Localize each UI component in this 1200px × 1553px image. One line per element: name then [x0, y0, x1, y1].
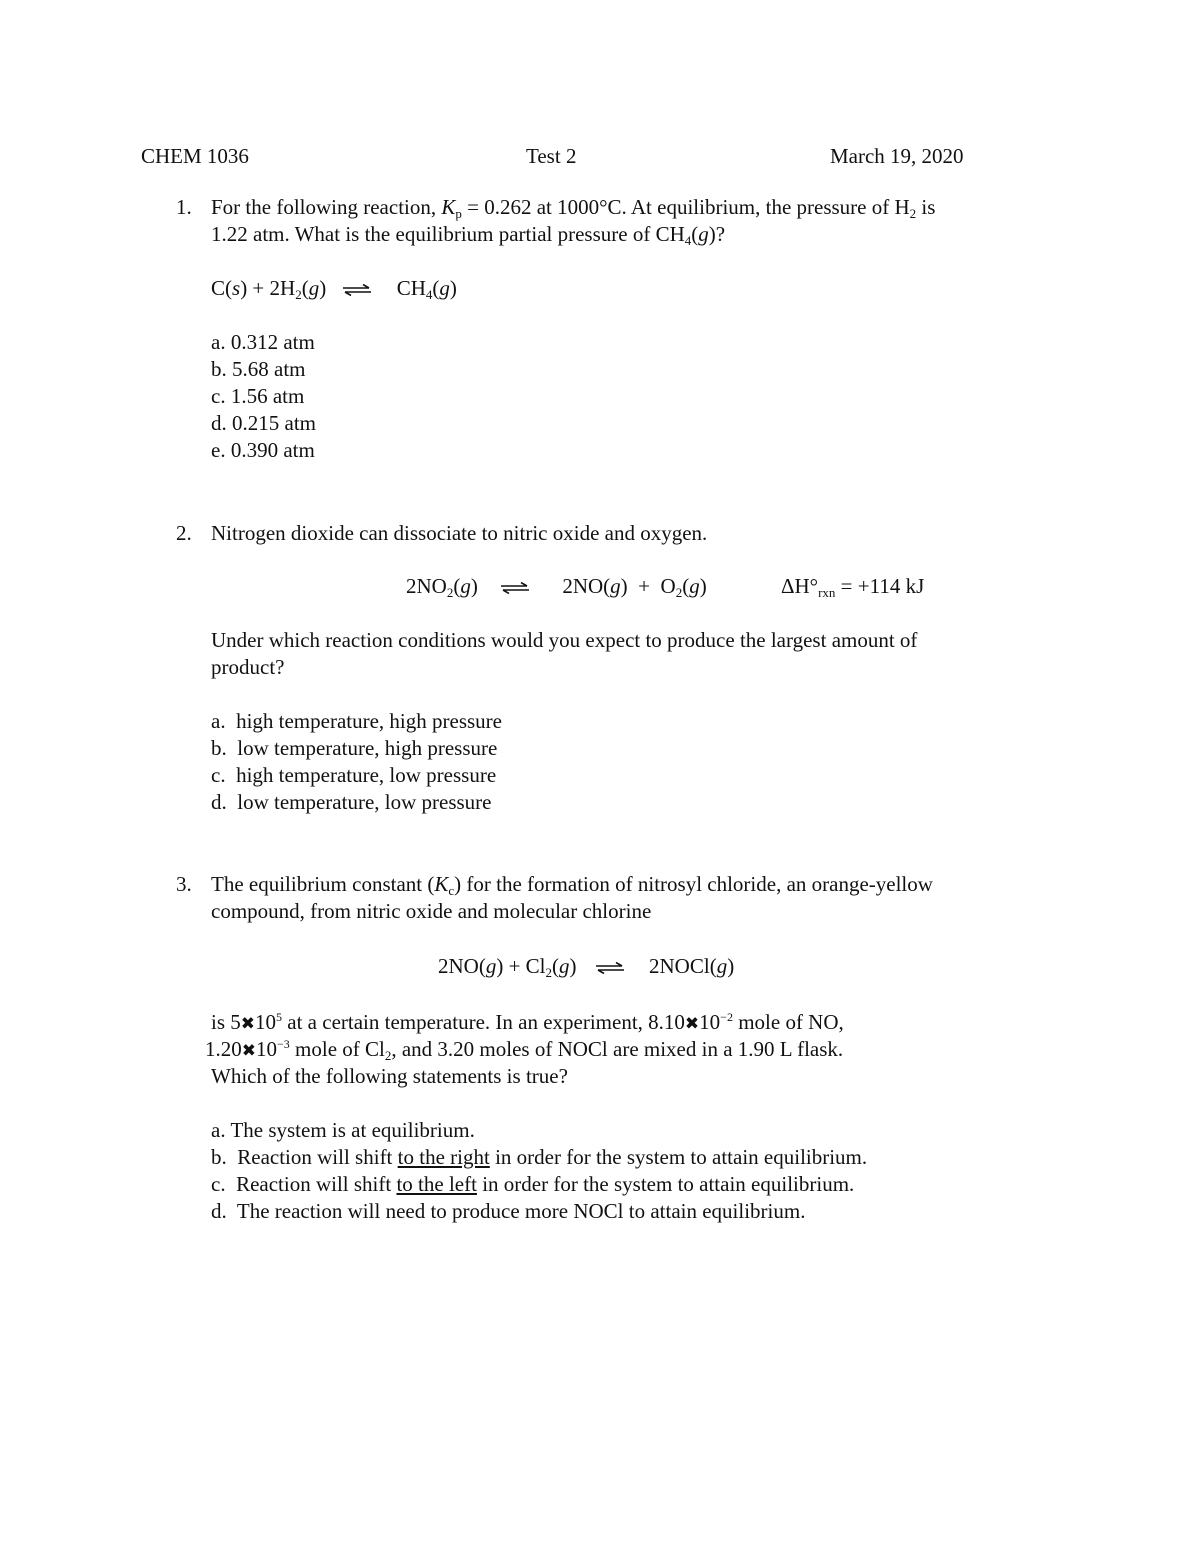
question-3-stem-line1: The equilibrium constant $(K_c)$ for the formation of nitrosyl chloride, an orange-yellow — [211, 872, 933, 898]
times-icon: ✖ — [684, 1014, 700, 1034]
question-1-option-e: e. 0.390 atm — [211, 438, 315, 462]
question-2-question-line2: product? — [211, 655, 285, 679]
question-1-option-d: d. 0.215 atm — [211, 411, 316, 435]
question-2-stem: Nitrogen dioxide can dissociate to nitric oxide and oxygen. — [211, 521, 708, 545]
question-2-option-c: c. high temperature, low pressure — [211, 763, 497, 787]
equilibrium-arrow-icon — [499, 582, 535, 594]
question-1-option-c: c. 1.56 atm — [211, 384, 305, 408]
question-2-option-a: a. high temperature, high pressure — [211, 709, 502, 733]
question-1-equation: $C(s) + 2H_2(g)$ $CH_4(g)$ — [211, 276, 457, 302]
question-1-stem-line2: 1.22 atm. What is the equilibrium partial pressure of $CH_4(g)$? — [211, 222, 726, 248]
question-3-option-c: c. Reaction will shift to the left in order for the system to attain equilibrium. — [211, 1172, 855, 1196]
enthalpy-change: $\Delta H^\circ_{rxn} = +114$ kJ — [781, 574, 925, 600]
question-3-number: 3. — [176, 872, 192, 896]
equilibrium-arrow-icon — [594, 962, 630, 974]
question-3-paragraph-line1: is $5✖10^5$ at a certain temperature. In an experiment, $8.10✖10^{-2}$ mole of NO, — [211, 1010, 844, 1034]
times-icon: ✖ — [241, 1041, 256, 1061]
question-1-option-a: a. 0.312 atm — [211, 330, 315, 354]
question-3-paragraph-line3: Which of the following statements is true? — [211, 1064, 568, 1088]
question-2-number: 2. — [176, 521, 192, 545]
question-3-paragraph-line2: $1.20✖10^{-3}$ mole of $Cl_2$, and 3.20 moles of NOCl are mixed in a 1.90 L flask. — [205, 1037, 844, 1063]
course-code: CHEM 1036 — [141, 144, 249, 168]
question-3-option-d: d. The reaction will need to produce more NOCl to attain equilibrium. — [211, 1199, 806, 1223]
question-1-stem-line1: For the following reaction, $K_p = 0.262$ at 1000°C. At equilibrium, the pressure of $H_2$ is — [211, 195, 936, 221]
question-1-number: 1. — [176, 195, 192, 219]
question-1-option-b: b. 5.68 atm — [211, 357, 306, 381]
equilibrium-arrow-icon — [341, 284, 377, 296]
test-date: March 19, 2020 — [830, 144, 964, 168]
test-title: Test 2 — [526, 144, 577, 168]
question-3-option-a: a. The system is at equilibrium. — [211, 1118, 475, 1142]
question-3-option-b: b. Reaction will shift to the right in order for the system to attain equilibrium. — [211, 1145, 868, 1169]
question-3-equation: $2NO(g) + Cl_2(g)$ 2NOCl(g) — [438, 954, 735, 980]
question-2-question-line1: Under which reaction conditions would you expect to produce the largest amount of — [211, 628, 918, 652]
question-2-option-b: b. low temperature, high pressure — [211, 736, 498, 760]
times-icon: ✖ — [240, 1014, 256, 1034]
question-2-option-d: d. low temperature, low pressure — [211, 790, 492, 814]
question-2-equation: $2NO_2(g)$ $2NO(g) + O_2(g)$ — [406, 574, 707, 600]
question-3-stem-line2: compound, from nitric oxide and molecular chlorine — [211, 899, 652, 923]
